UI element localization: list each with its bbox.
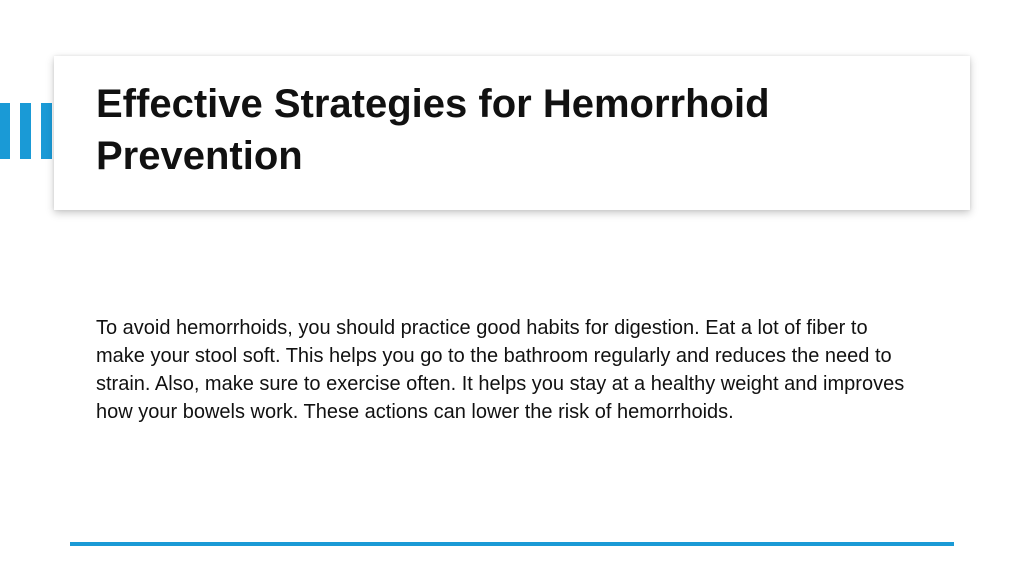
accent-bar	[20, 103, 31, 159]
accent-bar	[0, 103, 10, 159]
title-card	[54, 56, 970, 210]
slide-title: Effective Strategies for Hemorrhoid Prevention	[96, 82, 770, 178]
accent-bar	[41, 103, 52, 159]
body-paragraph: To avoid hemorrhoids, you should practice good habits for digestion. Eat a lot of fiber to make your stool soft. This helps you go to the bathroom regularly and reduces the need to strain. Also, make sure to exercise often. It helps you stay at a healthy weight and improves how your bowels work. These actions can lower the risk of hemorrhoids.	[96, 317, 905, 423]
accent-bars-decoration	[0, 103, 52, 159]
bottom-divider	[70, 542, 954, 546]
